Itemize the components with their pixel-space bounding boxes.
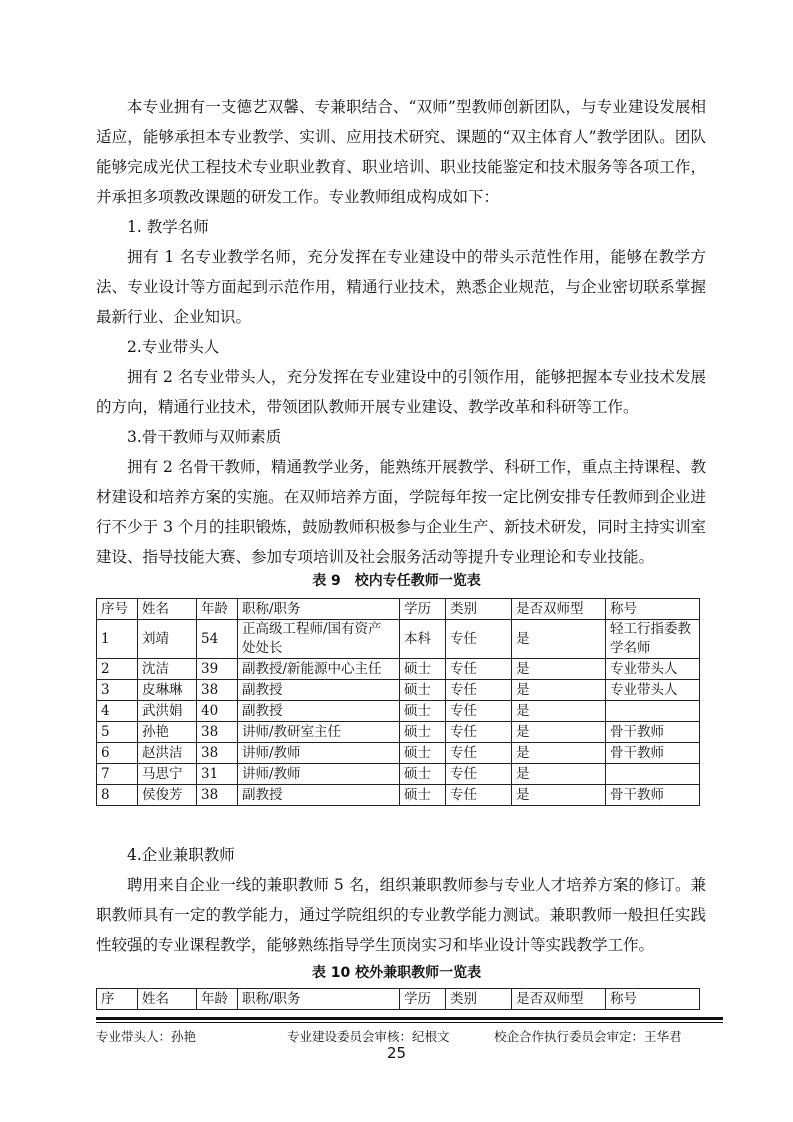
table-cell: 是 — [512, 764, 606, 785]
table-cell: 是 — [512, 701, 606, 722]
table-cell: 38 — [197, 785, 238, 806]
table-row — [97, 680, 700, 701]
table-cell: 职称/职务 — [238, 599, 400, 620]
table-cell: 武洪娟 — [138, 701, 197, 722]
footer-rule-thin — [96, 1022, 723, 1023]
paragraph-program-leader: 拥有 2 名专业带头人，充分发挥在专业建设中的引领作用，能够把握本专业技术发展的方向，精通行业技术，带领团队教师开展专业建设、教学改革和科研等工作。 — [96, 368, 706, 416]
heading-program-leader: 2.专业带头人 — [127, 338, 220, 356]
footer-rule-thick — [96, 1017, 723, 1020]
table-cell: 骨干教师 — [606, 722, 700, 743]
table-cell: 正高级工程师/国有资产处处长 — [238, 620, 400, 659]
table-cell: 硕士 — [400, 680, 446, 701]
table-cell: 40 — [197, 701, 238, 722]
table-cell: 1 — [97, 620, 138, 659]
table-row — [97, 785, 700, 806]
table-cell: 6 — [97, 743, 138, 764]
table-cell: 54 — [197, 620, 238, 659]
table-cell: 5 — [97, 722, 138, 743]
table-cell: 硕士 — [400, 722, 446, 743]
table-cell: 学历 — [400, 599, 446, 620]
table10 — [96, 988, 700, 1010]
table-cell: 刘靖 — [138, 620, 197, 659]
table-cell: 硕士 — [400, 785, 446, 806]
table-cell: 专业带头人 — [606, 659, 700, 680]
table-cell: 硕士 — [400, 743, 446, 764]
table-cell: 专任 — [446, 680, 512, 701]
table-cell: 侯俊芳 — [138, 785, 197, 806]
table-cell: 4 — [97, 701, 138, 722]
table-cell: 39 — [197, 659, 238, 680]
page-number: 25 — [386, 1044, 407, 1062]
table-cell: 专任 — [446, 722, 512, 743]
table-cell: 赵洪洁 — [138, 743, 197, 764]
table-cell: 本科 — [400, 620, 446, 659]
table-cell: 专任 — [446, 620, 512, 659]
table-row — [97, 620, 700, 659]
table-cell: 姓名 — [138, 989, 197, 1010]
table10-caption: 表 10 校外兼职教师一览表 — [311, 965, 482, 981]
table-cell: 专任 — [446, 659, 512, 680]
intro-paragraph: 本专业拥有一支德艺双馨、专兼职结合、“双师”型教师创新团队，与专业建设发展相适应，能够承担本专业教学、实训、应用技术研究、课题的“双主体育人”教学团队。团队能够完成光伏工程技术专业职业教育、职业培训、职业技能鉴定和技术服务等各项工作，并承担多项教改课题的研发工作。专业教师组成构成如下： — [96, 98, 706, 206]
table-cell: 专业带头人 — [606, 680, 700, 701]
table-cell: 专任 — [446, 701, 512, 722]
table-cell: 38 — [197, 680, 238, 701]
table-cell: 类别 — [446, 989, 512, 1010]
table9-caption: 表 9 校内专任教师一览表 — [312, 573, 481, 589]
table9 — [96, 598, 700, 806]
table-cell: 2 — [97, 659, 138, 680]
table-cell: 讲师/教研室主任 — [238, 722, 400, 743]
table-cell: 序 — [97, 989, 138, 1010]
table-cell: 年龄 — [197, 989, 238, 1010]
table-cell: 副教授 — [238, 785, 400, 806]
table-row — [97, 701, 700, 722]
table-cell: 称号 — [606, 989, 700, 1010]
table-cell: 讲师/教师 — [238, 764, 400, 785]
table-cell: 是否双师型 — [512, 599, 606, 620]
table-cell: 硕士 — [400, 659, 446, 680]
table-cell: 类别 — [446, 599, 512, 620]
table-cell: 骨干教师 — [606, 743, 700, 764]
table-cell: 8 — [97, 785, 138, 806]
table-cell — [606, 701, 700, 722]
table-cell: 沈洁 — [138, 659, 197, 680]
table-cell: 是 — [512, 659, 606, 680]
table-cell: 轻工行指委教学名师 — [606, 620, 700, 659]
table-cell: 副教授 — [238, 680, 400, 701]
table-cell: 皮琳琳 — [138, 680, 197, 701]
table-cell: 副教授/新能源中心主任 — [238, 659, 400, 680]
footer-program-leader: 专业带头人：孙艳 — [96, 1029, 197, 1044]
table-cell: 是否双师型 — [512, 989, 606, 1010]
table-cell: 讲师/教师 — [238, 743, 400, 764]
table-cell: 3 — [97, 680, 138, 701]
table-header-row — [97, 599, 700, 620]
paragraph-part-time-teachers: 聘用来自企业一线的兼职教师 5 名，组织兼职教师参与专业人才培养方案的修订。兼职教师具有一定的教学能力，通过学院组织的专业教学能力测试。兼职教师一般担任实践性较强的专业课程教学，能够熟练指导学生顶岗实习和毕业设计等实践教学工作。 — [96, 876, 706, 954]
table-cell: 副教授 — [238, 701, 400, 722]
table-row — [97, 764, 700, 785]
table-header-row — [97, 989, 700, 1010]
table-cell: 马思宁 — [138, 764, 197, 785]
table-cell: 硕士 — [400, 764, 446, 785]
table-cell: 7 — [97, 764, 138, 785]
table-cell: 是 — [512, 785, 606, 806]
table-cell: 硕士 — [400, 701, 446, 722]
table-cell: 38 — [197, 743, 238, 764]
table-cell: 31 — [197, 764, 238, 785]
table-row — [97, 743, 700, 764]
table-cell: 38 — [197, 722, 238, 743]
table-cell: 专任 — [446, 785, 512, 806]
table-cell: 是 — [512, 722, 606, 743]
table-cell: 职称/职务 — [238, 989, 400, 1010]
table-cell: 序号 — [97, 599, 138, 620]
table-row — [97, 659, 700, 680]
table-cell: 是 — [512, 620, 606, 659]
heading-core-teachers: 3.骨干教师与双师素质 — [127, 428, 282, 446]
table-cell: 是 — [512, 743, 606, 764]
heading-teaching-master: 1. 教学名师 — [127, 218, 209, 236]
table-cell: 是 — [512, 680, 606, 701]
table-cell: 学历 — [400, 989, 446, 1010]
table-cell: 姓名 — [138, 599, 197, 620]
table-cell: 专任 — [446, 764, 512, 785]
table-cell: 称号 — [606, 599, 700, 620]
table-cell: 年龄 — [197, 599, 238, 620]
table-cell: 骨干教师 — [606, 785, 700, 806]
heading-part-time-teachers: 4.企业兼职教师 — [127, 846, 235, 864]
table-row — [97, 722, 700, 743]
footer-approval: 校企合作执行委员会审定：王华君 — [494, 1029, 682, 1044]
table-cell: 专任 — [446, 743, 512, 764]
table-cell — [606, 764, 700, 785]
footer-committee-review: 专业建设委员会审核：纪根文 — [287, 1029, 450, 1044]
paragraph-core-teachers: 拥有 2 名骨干教师，精通教学业务，能熟练开展教学、科研工作，重点主持课程、教材建设和培养方案的实施。在双师培养方面，学院每年按一定比例安排专任教师到企业进行不少于 3 个月的挂职锻炼，鼓励教师积极参与企业生产、新技术研发，同时主持实训室建设、指导技能大赛、参加专项培训及社会服务活动等提升专业理论和专业技能。 — [96, 458, 706, 566]
paragraph-teaching-master: 拥有 1 名专业教学名师，充分发挥在专业建设中的带头示范性作用，能够在教学方法、专业设计等方面起到示范作用，精通行业技术，熟悉企业规范，与企业密切联系掌握最新行业、企业知识。 — [96, 248, 706, 326]
table-cell: 孙艳 — [138, 722, 197, 743]
